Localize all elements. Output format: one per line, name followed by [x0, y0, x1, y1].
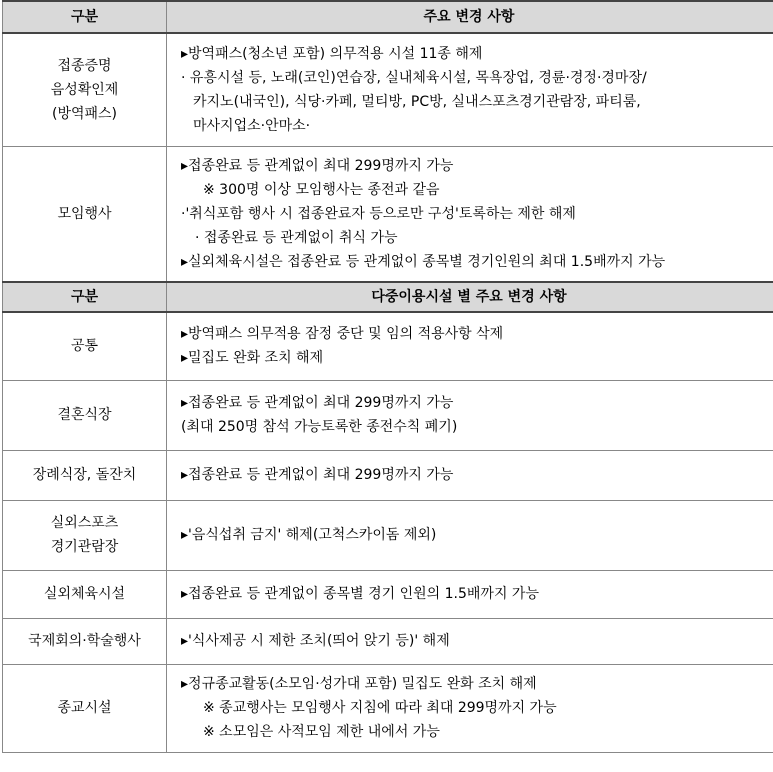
change-line: ▸실외체육시설은 접종완료 등 관계없이 종목별 경기인원의 최대 1.5배까지 가능: [181, 253, 666, 270]
row-changes: [167, 33, 773, 146]
change-line: 카지노(내국인), 식당·카페, 멀티방, PC방, 실내스포츠경기관람장, 파티룸,: [193, 93, 641, 110]
row-changes: [167, 570, 773, 618]
category-line: 경기관람장: [50, 539, 119, 555]
table-row: [3, 312, 773, 380]
category-line: 종교시설: [57, 700, 112, 716]
row-changes: [167, 618, 773, 664]
table-row: [3, 664, 773, 752]
row-changes: [167, 312, 773, 380]
change-line: (최대 250명 참석 가능토록한 종전수칙 폐기): [181, 419, 458, 435]
row-category: [3, 450, 167, 500]
table2-header-changes: 다중이용시설 별 주요 변경 사항: [167, 282, 773, 312]
table-row: [3, 570, 773, 618]
table-row: [3, 618, 773, 664]
change-line: ▸접종완료 등 관계없이 최대 299명까지 가능: [181, 467, 454, 483]
change-line: ▸'음식섭취 금지' 해제(고척스카이돔 제외): [181, 527, 437, 543]
row-category: [3, 312, 167, 380]
row-changes: [167, 380, 773, 450]
category-line: 국제회의·학술행사: [28, 633, 141, 649]
change-line: ▸방역패스(청소년 포함) 의무적용 시설 11종 해제: [181, 45, 483, 62]
change-line: ▸'식사제공 시 제한 조치(띄어 앉기 등)' 해제: [181, 633, 450, 649]
table2-header-row: [3, 282, 773, 312]
change-line: ▸밀집도 완화 조치 해제: [181, 350, 324, 367]
change-line: ▸접종완료 등 관계없이 최대 299명까지 가능: [181, 395, 454, 411]
policy-table: [2, 0, 773, 753]
category-line: (방역패스): [51, 105, 118, 122]
row-changes: [167, 500, 773, 570]
change-line: ※ 종교행사는 모임행사 지침에 따라 최대 299명까지 가능: [203, 700, 557, 716]
row-category: [3, 146, 167, 282]
table1-header-row: [3, 1, 773, 33]
table-row: [3, 380, 773, 450]
category-line: 접종증명: [57, 57, 112, 74]
category-line: 음성확인제: [50, 81, 119, 98]
category-line: 모임행사: [57, 205, 112, 222]
row-changes: [167, 664, 773, 752]
row-category: [3, 570, 167, 618]
table-row: [3, 146, 773, 282]
row-category: [3, 33, 167, 146]
table1-header-changes: 주요 변경 사항: [167, 1, 773, 33]
category-line: 실외스포츠: [50, 515, 119, 531]
category-line: 실외체육시설: [43, 586, 126, 602]
table2-header-category: 구분: [3, 282, 167, 312]
change-line: 마사지업소·안마소·: [193, 117, 311, 134]
change-line: · 접종완료 등 관계없이 취식 가능: [195, 229, 398, 246]
change-line: ▸정규종교활동(소모임·성가대 포함) 밀집도 완화 조치 해제: [181, 676, 537, 692]
change-line: ※ 300명 이상 모임행사는 종전과 같음: [203, 181, 440, 198]
category-line: 장례식장, 돌잔치: [32, 467, 137, 483]
change-line: ※ 소모임은 사적모임 제한 내에서 가능: [203, 724, 440, 740]
table-row: [3, 500, 773, 570]
row-changes: [167, 450, 773, 500]
row-category: [3, 380, 167, 450]
table-row: [3, 450, 773, 500]
table1-header-category: 구분: [3, 1, 167, 33]
change-line: · 유흥시설 등, 노래(코인)연습장, 실내체육시설, 목욕장업, 경륜·경정·경마장/: [181, 69, 647, 86]
category-line: 결혼식장: [57, 407, 112, 423]
row-category: [3, 618, 167, 664]
change-line: ▸방역패스 의무적용 잠정 중단 및 임의 적용사항 삭제: [181, 326, 504, 343]
category-line: 공통: [70, 338, 99, 355]
change-line: ▸접종완료 등 관계없이 최대 299명까지 가능: [181, 157, 454, 174]
table-row: [3, 33, 773, 146]
row-category: [3, 500, 167, 570]
change-line: ▸접종완료 등 관계없이 종목별 경기 인원의 1.5배까지 가능: [181, 586, 539, 602]
row-category: [3, 664, 167, 752]
row-changes: [167, 146, 773, 282]
change-line: ·'취식포함 행사 시 접종완료자 등으로만 구성'토록하는 제한 해제: [181, 205, 576, 222]
